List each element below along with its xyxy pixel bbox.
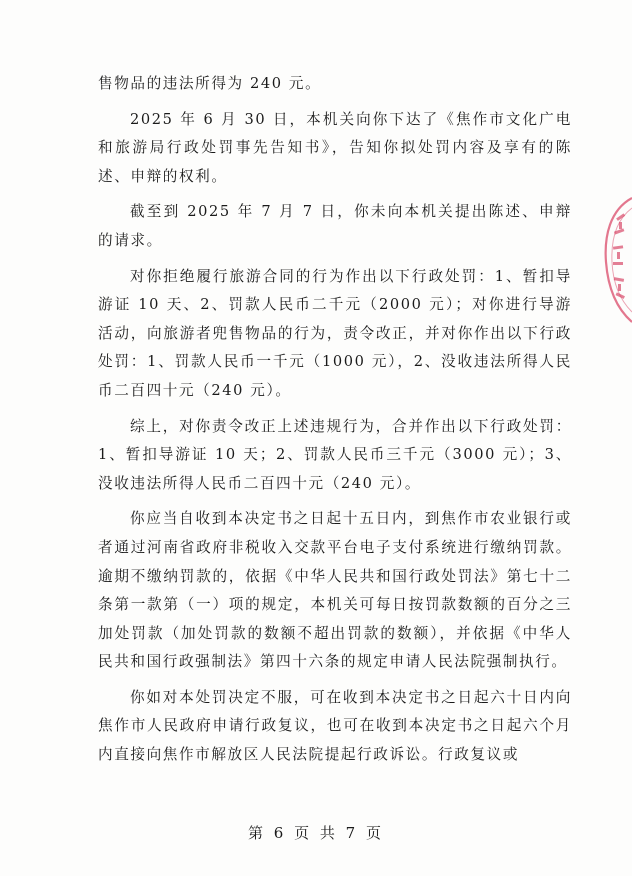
paragraph-1: 售物品的违法所得为 240 元。 bbox=[98, 75, 322, 92]
paragraph-2: 2025 年 6 月 30 日，本机关向你下达了《焦作市文化广电和旅游局行政处罚事先告知书》，告知你拟处罚内容及享有的陈述、申辩的权利。 bbox=[98, 110, 572, 185]
document-body bbox=[98, 70, 572, 770]
official-seal-fragment bbox=[602, 196, 632, 326]
paragraph-5: 综上，对你责令改正上述违规行为，合并作出以下行政处罚：1、暂扣导游证 10 天；2、罚款人民币三千元（3000 元）；3、没收违法所得人民币二百四十元（240 元）。 bbox=[98, 417, 572, 492]
paragraph-3: 截至到 2025 年 7 月 7 日，你未向本机关提出陈述、申辩的请求。 bbox=[98, 203, 572, 249]
seal-icon bbox=[602, 196, 632, 326]
paragraph-7: 你如对本处罚决定不服，可在收到本决定书之日起六十日内向焦作市人民政府申请行政复议，也可在收到本决定书之日起六个月内直接向焦作市解放区人民法院提起行政诉讼。行政复议或 bbox=[98, 688, 572, 764]
paragraph-6: 你应当自收到本决定书之日起十五日内，到焦作市农业银行或者通过河南省政府非税收入交款平台电子支付系统进行缴纳罚款。逾期不缴纳罚款的，依据《中华人民共和国行政处罚法》第七十二条第一款第（一）项的规定，本机关可每日按罚款数额的百分之三加处罚款（加处罚款的数额不超出罚款的数额），并依据《中华人民共和国行政强制法》第四十六条的规定申请人民法院强制执行。 bbox=[98, 510, 572, 671]
paragraph-4: 对你拒绝履行旅游合同的行为作出以下行政处罚：1、暂扣导游证 10 天、2、罚款人民币二千元（2000 元）；对你进行导游活动，向旅游者兜售物品的行为，责令改正，并对你作出以下行政处罚：1、罚款人民币一千元（1000 元），2、没收违法所得人民币二百四十元（240 元）。 bbox=[98, 267, 572, 399]
page-number-footer: 第 6 页 共 7 页 bbox=[248, 824, 384, 842]
